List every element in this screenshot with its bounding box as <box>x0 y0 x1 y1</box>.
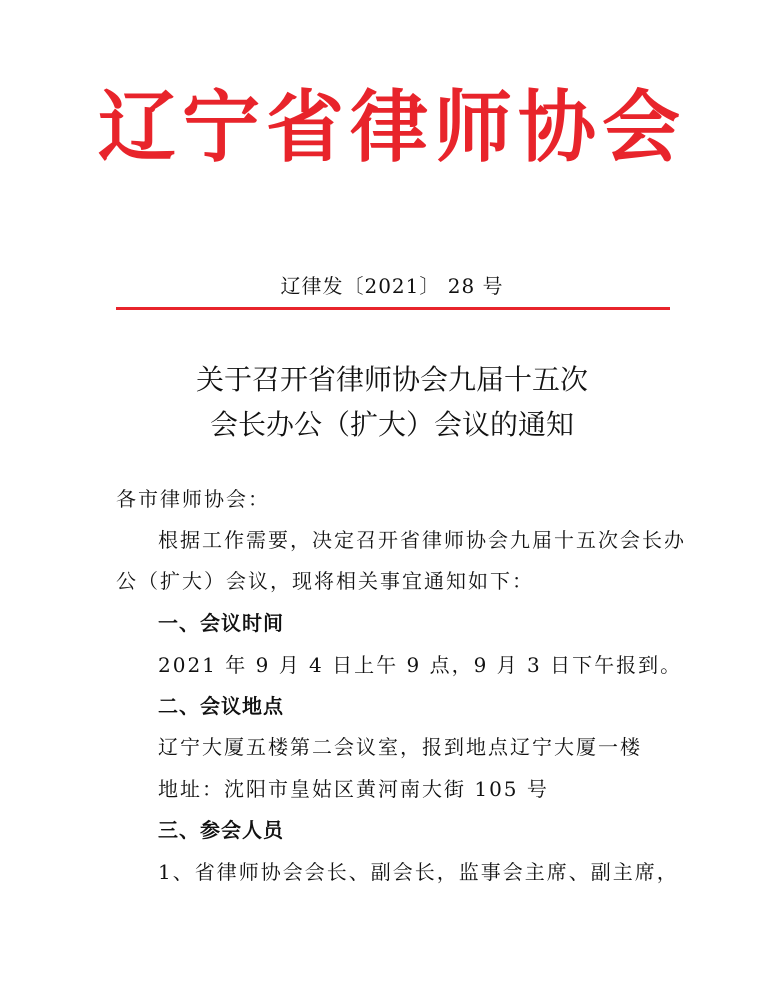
meeting-time-text: 2021 年 9 月 4 日上午 9 点，9 月 3 日下午报到。 <box>158 653 683 677</box>
notice-title-line-2: 会长办公（扩大）会议的通知 <box>209 408 574 441</box>
section-heading-attendees: 三、参会人员 <box>158 818 284 842</box>
notice-title <box>0 357 784 447</box>
meeting-address-text: 地址：沈阳市皇姑区黄河南大街 105 号 <box>158 777 549 801</box>
red-divider-line <box>116 307 670 310</box>
meeting-location-text: 辽宁大厦五楼第二会议室，报到地点辽宁大厦一楼 <box>158 735 642 759</box>
document-number: 辽律发〔2021〕 28 号 <box>280 274 504 298</box>
salutation: 各市律师协会： <box>116 487 270 511</box>
organization-title: 辽宁省律师协会 <box>97 83 686 173</box>
section-heading-meeting-time: 一、会议时间 <box>158 611 284 635</box>
notice-title-line-1: 关于召开省律师协会九届十五次 <box>195 363 588 396</box>
intro-paragraph-line-1: 根据工作需要，决定召开省律师协会九届十五次会长办 <box>158 528 686 552</box>
attendees-item-1: 1、省律师协会会长、副会长，监事会主席、副主席， <box>158 860 679 884</box>
section-heading-meeting-location: 二、会议地点 <box>158 694 284 718</box>
intro-paragraph-line-2: 公（扩大）会议，现将相关事宜通知如下： <box>116 569 534 593</box>
